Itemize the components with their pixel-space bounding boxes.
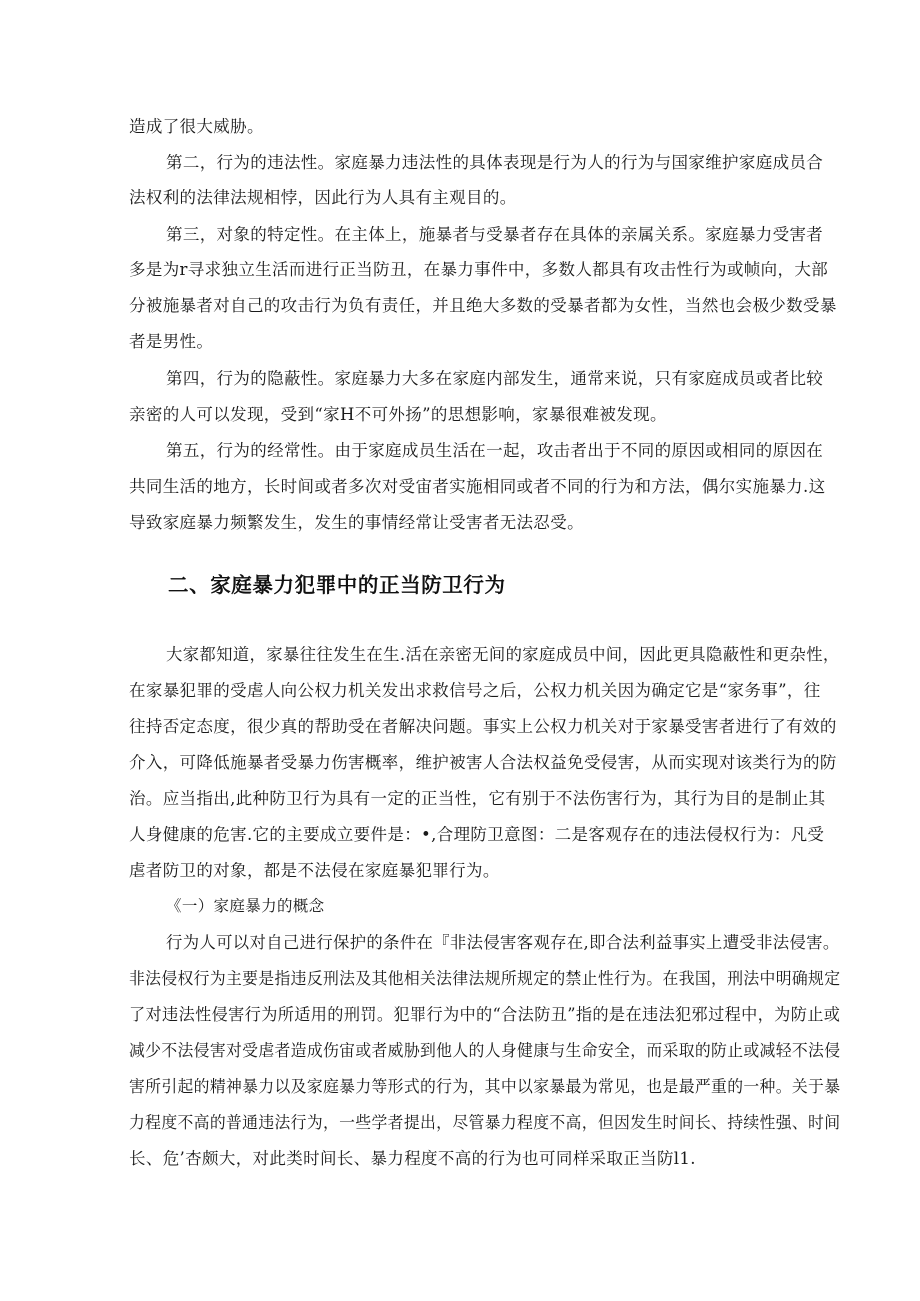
- section-heading: 二、家庭暴力犯罪中的正当防卫行为: [168, 573, 506, 597]
- paragraph-line: 长、危’杏颇大，对此类时间长、暴力程度不高的行为也可同样采取正当防l1.: [129, 1149, 696, 1168]
- paragraph-line: 第四，行为的隐蔽性。家庭暴力大多在家庭内部发生，通常来说，只有家庭成员或者比较: [166, 369, 824, 388]
- paragraph-line: 造成了很大威胁。: [129, 117, 264, 136]
- paragraph-line: 多是为r寻求独立生活而进行正当防丑，在暴力事件中，多数人都具有攻击性行为或帧向，大部: [129, 260, 829, 279]
- paragraph-line: 大家都知道，家暴往往发生在生.活在亲密无间的家庭成员中间，因此更具隐蔽性和更杂性，: [166, 645, 840, 664]
- paragraph-line: 第五，行为的经常性。由于家庭成员生活在一起，攻击者出于不同的原因或相同的原因在: [166, 441, 824, 460]
- paragraph-line: 介入，可降低施暴者受暴力伤害概率，维护被害人合法权益免受侵害，从而实现对该类行为的防: [129, 753, 837, 772]
- paragraph-line: 导致家庭暴力频繁发生，发生的事情经常让受害者无法忍受。: [129, 513, 584, 532]
- paragraph-line: 人身健康的危害.它的主要成立要件是：•,合理防卫意图：二是客观存在的违法侵权行为：凡受: [129, 825, 825, 844]
- paragraph-line: 非法侵权行为主要是指违反刑法及其他相关法律法规所规定的禁止性行为。在我国，刑法中明确规定: [129, 969, 841, 988]
- paragraph-line: 者是男性。: [129, 332, 214, 351]
- paragraph-line: 第三，对象的特定性。在主体上，施暴者与受暴者存在具体的亲属关系。家庭暴力受害者: [166, 225, 824, 244]
- paragraph-line: 力程度不高的普通违法行为，一些学者提出，尽管暴力程度不高，但因发生时间长、持续性强、时间: [129, 1113, 841, 1132]
- paragraph-line: 了对违法性侵害行为所适用的刑罚。犯罪行为中的“合法防丑”指的是在违法犯邪过程中，为防止或: [129, 1005, 841, 1024]
- paragraph-line: 分被施暴者对自己的攻击行为负有责任，并且绝大多数的受暴者都为女性，当然也会极少数受暴: [129, 296, 837, 315]
- paragraph-line: 害所引起的精神暴力以及家庭暴力等形式的行为，其中以家暴最为常见，也是最严重的一种。关于暴: [129, 1077, 841, 1096]
- paragraph-line: 治。应当指出,此种防卫行为具有一定的正当性，它有别于不法伤害行为，其行为目的是制止其: [129, 789, 826, 808]
- paragraph-line: 减少不法侵害对受虐者造成伤宙或者威胁到他人的人身健康与生命安全，而采取的防止或减轻不法侵: [129, 1041, 841, 1060]
- paragraph-line: 亲密的人可以发现，受到“家H不可外扬”的思想影响，家暴很难被发现。: [129, 405, 667, 424]
- paragraph-line: 在家暴犯罪的受虐人向公权力机关发出求救信号之后，公权力机关因为确定它是“家务事”，往: [129, 681, 821, 700]
- subsection-heading: 《一）家庭暴力的概念: [166, 897, 325, 915]
- paragraph-line: 往持否定态度，很少真的帮助受在者解决问题。事实上公权力机关对于家暴受害者进行了有效的: [129, 717, 837, 736]
- paragraph-line: 虐者防卫的对象，都是不法侵在家庭暴犯罪行为。: [129, 861, 500, 880]
- paragraph-line: 行为人可以对自己进行保护的条件在『非法侵害客观存在,即合法利益事实上遭受非法侵害。: [166, 933, 840, 952]
- paragraph-line: 法权利的法律法规相悖，因此行为人具有主观目的。: [129, 188, 517, 207]
- paragraph-line: 第二，行为的违法性。家庭暴力违法性的具体表现是行为人的行为与国家维护家庭成员合: [166, 153, 824, 172]
- paragraph-line: 共同生活的地方，长时间或者多次对受宙者实施相同或者不同的行为和方法，偶尔实施暴力.这: [129, 477, 826, 496]
